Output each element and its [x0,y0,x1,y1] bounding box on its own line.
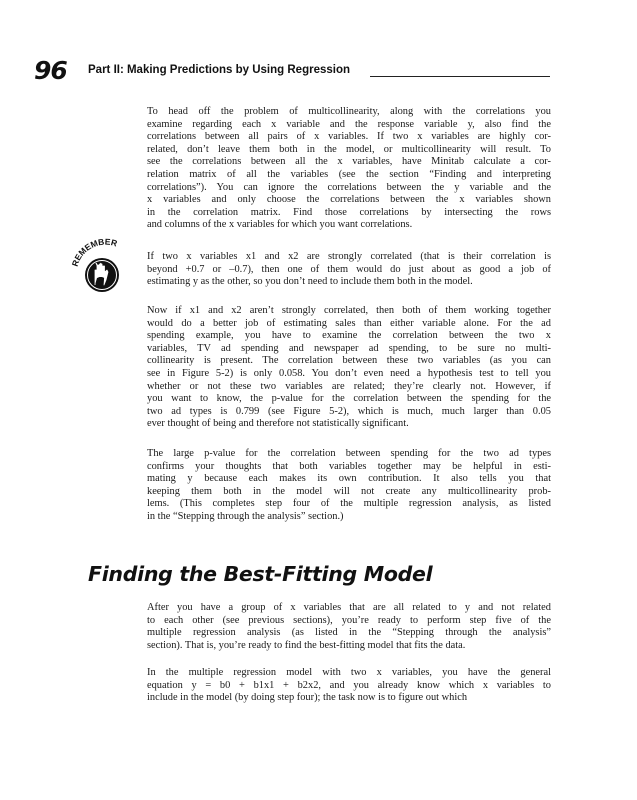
text-line: whether or not these two variables are related; they’re clearly not. However, if [147,380,551,392]
text-line: in the “Stepping through the analysis” section.) [147,510,344,522]
text-line: see in Figure 5-2) is only 0.058. You don’t even need a hypothesis test to tell you [147,367,551,379]
section-heading: Finding the Best-Fitting Model [88,562,433,586]
text-line: keeping them both in the model will not create any multicollinearity prob- [147,485,551,497]
page-number: 96 [34,56,67,85]
text-line: ever thought of being and therefore not statistically significant. [147,418,409,430]
text-line: you want to know, the p-value for the correlation between the spending for the [147,393,551,405]
text-line: x variables and only choose the correlations between the x variables shown [147,194,551,206]
text-line: correlations”). You can ignore the correlations between the y variable and the [147,181,551,193]
header-rule [370,76,550,77]
text-line: would do a better job of estimating sales than either variable alone. For the ad [147,317,551,329]
paragraph-p-value [147,448,551,524]
text-line: If two x variables x1 and x2 are strongly correlated (that is their correlation is [147,251,551,262]
text-line: The large p-value for the correlation between spending for the two ad types [147,448,551,459]
text-line: To head off the problem of multicollinearity, along with the correlations you [147,106,551,117]
paragraph-multicollinearity [147,106,551,232]
text-line: Now if x1 and x2 aren’t strongly correlated, then both of them working together [147,305,551,316]
remember-label: REMEMBER [69,237,119,268]
text-line: in the correlation matrix. Find those correlations by intersecting the rows [147,206,551,218]
text-line: multiple regression analysis (as listed in the “Stepping through the analysis” [147,627,551,639]
text-line: mating y because each makes its own contribution. It also tells you that [147,473,551,485]
text-line: section). That is, you’re ready to find the best-fitting model that fits the data. [147,639,466,651]
text-line: collinearity is present. The correlation between these two variables (as you can [147,355,551,367]
text-line: to each other (see previous sections), you’re ready to perform step five of the [147,614,551,626]
text-line: two ad types is 0.799 (see Figure 5-2), which is much, much larger than 0.05 [147,405,551,417]
paragraph-best-fitting [147,602,551,652]
text-line: related, don’t leave them both in the model, or multicollinearity will result. To [147,143,551,155]
text-line: and columns of the x variables for which you want correlations. [147,219,413,231]
text-line: beyond +0.7 or –0.7), then one of them would do just about as good a job of [147,263,551,275]
paragraph-ad-spending [147,305,551,431]
text-line: After you have a group of x variables that are all related to y and not related [147,602,551,613]
text-line: see the correlations between all the x variables, have Minitab calculate a cor- [147,156,551,168]
text-line: spending example, you have to examine the correlation between the two x [147,330,551,342]
text-line: include in the model (by doing step four); the task now is to figure out which [147,692,468,704]
text-line: confirms your thoughts that both variables together may be helpful in esti- [147,460,551,472]
text-line: In the multiple regression model with two x variables, you have the general [147,667,551,678]
page-header [34,58,550,84]
paragraph-equation [147,667,551,705]
text-line: relation matrix of all the variables (see the section “Finding and interpreting [147,168,551,180]
text-line: examine regarding each x variable and the response variable y, also find the [147,118,551,130]
paragraph-remember [147,251,551,289]
part-title: Part II: Making Predictions by Using Regression [88,64,351,76]
text-line: estimating y as the other, so you don’t need to include them both in the model. [147,276,473,288]
remember-icon [68,237,138,299]
text-line: variables, TV ad spending and newspaper ad spending, to be sure no multi- [147,342,551,354]
text-line: correlations between all pairs of x variables. If two x variables are highly cor- [147,131,551,143]
text-line: equation y = b0 + b1x1 + b2x2, and you already know which x variables to [147,679,551,691]
text-line: lems. (This completes step four of the multiple regression analysis, as listed [147,498,551,510]
